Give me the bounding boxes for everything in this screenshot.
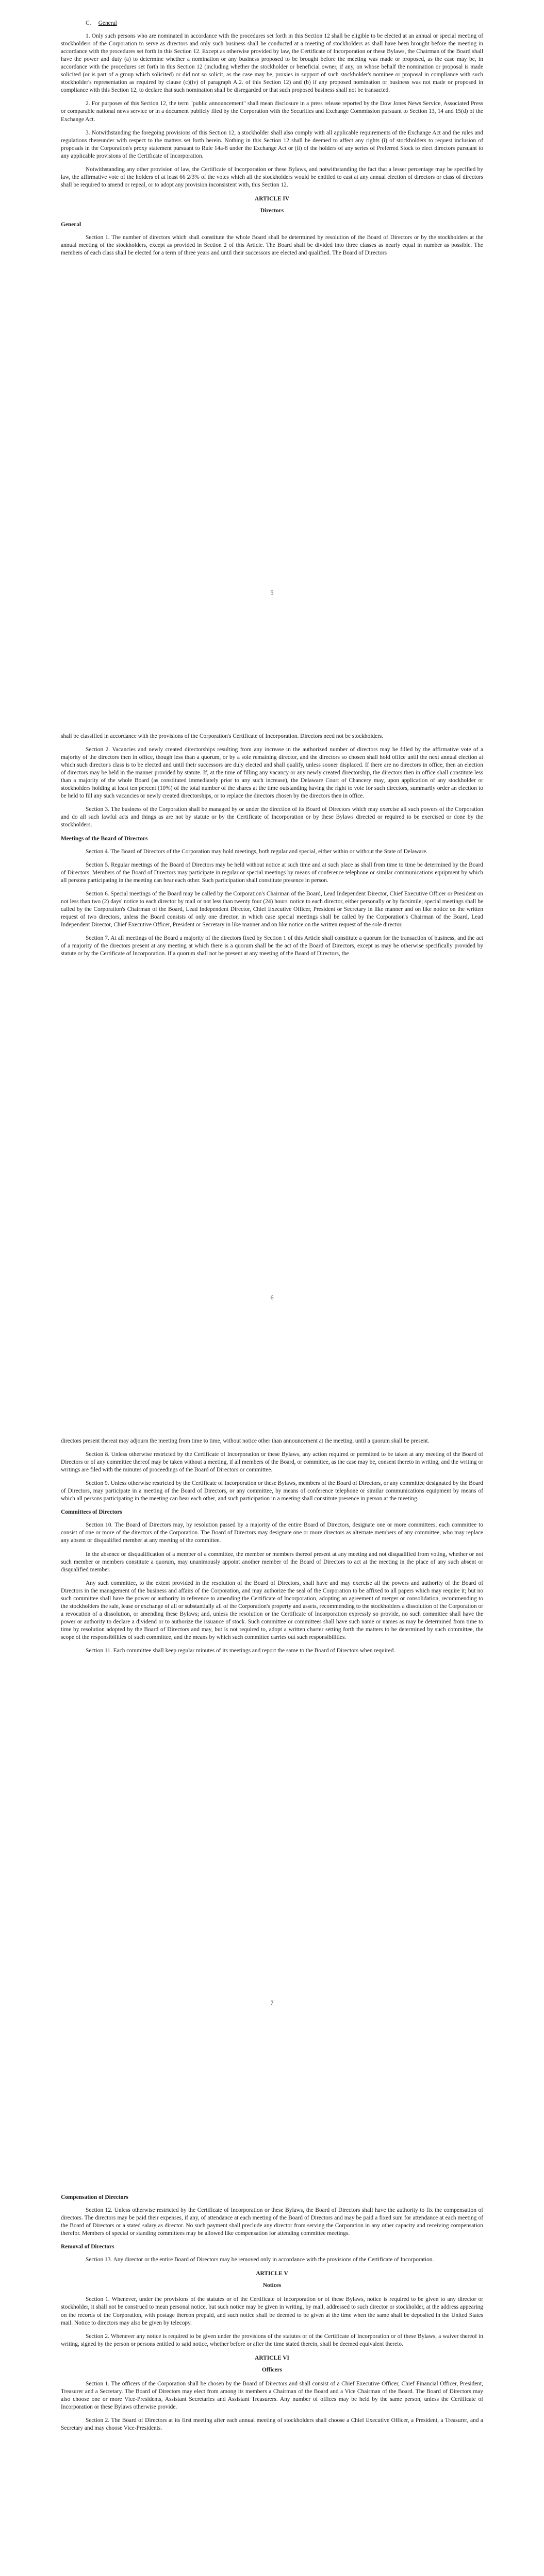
paragraph: Section 3. The business of the Corporation shall be managed by or under the direction of its Board of Directors which may exercise all such powers of the Corporation and do all such lawful acts and things as are not by statute or by the Certificate of Incorporation or by these Bylaws directed or required to be exercised or done by the stockholders. (61, 806, 483, 828)
paragraph: Section 2. Whenever any notice is required to be given under the provisions of the statutes or of the Certificate of Incorporation or of these Bylaws, a waiver thereof in writing, signed by the person or persons entitled to said notice, whether before or after the time stated therein, shall be deemed equivalent thereto. (61, 2333, 483, 2347)
paragraph: directors present thereat may adjourn the meeting from time to time, without notice other than announcement at the meeting, until a quorum shall be present. (61, 1438, 430, 1444)
article-title: ARTICLE IV (254, 195, 289, 202)
paragraph: Section 1. The number of directors which shall constitute the whole Board shall be determined by resolution of the Board of Directors or by the stockholders at the annual meeting of the stockholders, except as provided in Section 2 of this Article. The Board shall be divided into three classes as nearly equal in number as possible. The members of each class shall be elected for a term of three years and until their successors are elected and qualified. The Board of Directors (61, 234, 483, 257)
section-heading: Meetings of the Board of Directors (61, 835, 148, 842)
paragraph: Section 1. The officers of the Corporation shall be chosen by the Board of Directors and shall consist of a Chief Executive Officer, Chief Financial Officer, President, Treasurer and a Secretary. The Board of Directors may elect from among its members a Chairman of the Board and a Vice Chairman of the Board. The Board of Directors may also choose one or more Vice-Presidents, Assistant Secretaries and Assistant Treasurers. Any number of offices may be held by the same person, unless the Certificate of Incorporation or these Bylaws otherwise provide. (61, 2380, 483, 2410)
paragraph: Section 13. Any director or the entire Board of Directors may be removed only in accordance with the provisions of the Certificate of Incorporation. (86, 2257, 434, 2263)
paragraph: Section 9. Unless otherwise restricted by the Certificate of Incorporation or these Bylaws, members of the Board of Directors, or any committee designated by the Board of Directors, may participate in a meeting of the Board of Directors, or any committee, by means of conference telephone or similar communications equipment by means of which all persons participating in the meeting can hear each other, and such participation in a meeting shall constitute presence in person at the meeting. (61, 1480, 483, 1502)
section-heading: Compensation of Directors (61, 2194, 128, 2200)
paragraph: shall be classified in accordance with the provisions of the Corporation's Certificate of Incorporation. Directors need not be stockholders. (61, 733, 384, 739)
page-number: 5 (270, 589, 274, 596)
article-subtitle: Notices (262, 2282, 282, 2289)
section-heading: Committees of Directors (61, 1509, 122, 1516)
paragraph: Section 4. The Board of Directors of the Corporation may hold meetings, both regular and special, either within or without the State of Delaware. (86, 848, 428, 855)
paragraph: Section 2. Vacancies and newly created directorships resulting from any increase in the authorized number of directors may be filled by the affirmative vote of a majority of the directors then in office, though less than a quorum, or by a sole remaining director, and the directors so chosen shall hold office until the next annual election at which such director's class is to be elected and until their successors are duly elected and shall qualify, unless sooner displaced. If there are no directors in office, then an election of directors may be held in the manner provided by statute. If, at the time of filling any vacancy or any newly created directorship, the directors then in office shall constitute less than a majority of the whole Board (as constituted immediately prior to any such increase), the Delaware Court of Chancery may, upon application of any stockholder or stockholders holding at least ten percent (10%) of the total number of the shares at the time outstanding having the right to vote for such directors, summarily order an election to be held to fill any such vacancies or newly created directorships, or to replace the directors chosen by the directors then in office. (61, 747, 483, 800)
page-number: 6 (270, 1294, 274, 1301)
paragraph: Section 1. Whenever, under the provisions of the statutes or of the Certificate of Incorporation or of these Bylaws, notice is required to be given to any director or stockholder, it shall not be construed to mean personal notice, but such notice may be given in writing, by mail, addressed to such director or stockholder, at the address appearing on the records of the Corporation, with postage thereon prepaid, and such notice shall be deemed to be given at the time when the same shall be deposited in the United States mail. Notice to directors may also be given by telecopy. (61, 2296, 483, 2326)
section-heading-c (86, 20, 483, 27)
paragraph: Section 11. Each committee shall keep regular minutes of its meetings and report the same to the Board of Directors when required. (86, 1648, 395, 1654)
paragraph: 2. For purposes of this Section 12, the term "public announcement" shall mean disclosure in a press release reported by the Dow Jones News Service, Associated Press or comparable national news service or in a document publicly filed by the Corporation with the Securities and Exchange Commission pursuant to Section 13, 14 and 15(d) of the Exchange Act. (61, 100, 483, 123)
paragraph: 3. Notwithstanding the foregoing provisions of this Section 12, a stockholder shall also comply with all applicable requirements of the Exchange Act and the rules and regulations thereunder with respect to the matters set forth herein. Nothing in this Section 12 shall be deemed to affect any rights (i) of stockholders to request inclusion of proposals in the Corporation's proxy statement pursuant to Rule 14a-8 under the Exchange Act or (ii) of the holders of any series of Preferred Stock to elect directors pursuant to any applicable provisions of the Certificate of Incorporation. (61, 129, 483, 159)
paragraph: Section 6. Special meetings of the Board may be called by the Corporation's Chairman of the Board, Lead Independent Director, Chief Executive Officer or President on not less than two (2) days' notice to each director by mail or not less than twenty four (24) hours' notice to each director, either personally or by facsimile; special meetings shall be called by the Corporation's Chairman of the Board, Lead Independent Director, Chief Executive Officer, President or Secretary in like manner and on like notice on the written request of two directors, unless the Board consists of only one director, in which case special meetings shall be called by the Corporation's Chairman of the Board, Lead Independent Director, Chief Executive Officer, President or Secretary in like manner and on like notice on the written request of the sole director. (61, 890, 483, 928)
paragraph: Section 12. Unless otherwise restricted by the Certificate of Incorporation or these Bylaws, the Board of Directors shall have the authority to fix the compensation of directors. The directors may be paid their expenses, if any, of attendance at each meeting of the Board of Directors and may be paid a fixed sum for attendance at each meeting of the Board of Directors or a stated salary as director. No such payment shall preclude any director from serving the Corporation in any other capacity and receiving compensation therefor. Members of special or standing committees may be allowed like compensation for attending committee meetings. (61, 2207, 483, 2237)
page-1 (61, 20, 483, 263)
page-2 (61, 733, 483, 963)
paragraph: In the absence or disqualification of a member of a committee, the member or members thereof present at any meeting and not disqualified from voting, whether or not such member or members constitute a quorum, may unanimously appoint another member of the Board of Directors to act at the meeting in the place of any such absent or disqualified member. (61, 1551, 483, 1573)
page-4 (61, 2189, 483, 2438)
paragraph: Section 7. At all meetings of the Board a majority of the directors fixed by Section 1 of this Article shall constitute a quorum for the transaction of business, and the act of a majority of the directors present at any meeting at which there is a quorum shall be the act of the Board of Directors, except as may be otherwise specifically provided by statute or by the Certificate of Incorporation. If a quorum shall not be present at any meeting of the Board of Directors, the (61, 935, 483, 957)
paragraph: Section 2. The Board of Directors at its first meeting after each annual meeting of stockholders shall choose a Chief Executive Officer, a President, a Treasurer, and a Secretary and may choose Vice-Presidents. (61, 2417, 483, 2432)
paragraph: Notwithstanding any other provision of law, the Certificate of Incorporation or these Bylaws, and notwithstanding the fact that a lesser percentage may be specified by law, the affirmative vote of the holders of at least 66 2/3% of the votes which all the stockholders would be entitled to cast at any annual election of directors or class of directors shall be required to amend or repeal, or to adopt any provision inconsistent with, this Section 12. (61, 166, 483, 188)
article-subtitle: Officers (261, 2366, 283, 2373)
article-title: ARTICLE V (256, 2270, 288, 2277)
article-title: ARTICLE VI (255, 2354, 289, 2361)
paragraph: Section 5. Regular meetings of the Board of Directors may be held without notice at such time and at such place as shall from time to time be determined by the Board of Directors. Members of the Board of Directors may participate in regular or special meetings by means of conference telephone or similar communications equipment by which all persons participating in the meeting can hear each other. Such participation shall constitute presence in person. (61, 861, 483, 884)
page-3 (61, 1437, 483, 1660)
heading-letter: C. (86, 20, 91, 26)
paragraph: Section 8. Unless otherwise restricted by the Certificate of Incorporation or these Bylaws, any action required or permitted to be taken at any meeting of the Board of Directors or of any committee thereof may be taken without a meeting, if all members of the Board, or committee, as the case may be, consent thereto in writing, and the writing or writings are filed with the minutes of proceedings of the Board of Directors or committee. (61, 1451, 483, 1473)
page-number: 7 (270, 1999, 274, 2006)
section-heading: General (61, 221, 81, 228)
article-subtitle: Directors (260, 207, 284, 214)
paragraph: Any such committee, to the extent provided in the resolution of the Board of Directors, shall have and may exercise all the powers and authority of the Board of Directors in the management of the business and affairs of the Corporation, and may authorize the seal of the Corporation to be affixed to all papers which may require it; but no such committee shall have the power or authority in reference to amending the Certificate of Incorporation, adopting an agreement of merger or consolidation, recommending to the stockholders the sale, lease or exchange of all or substantially all of the Corporation's property and assets, recommending to the stockholders a dissolution of the Corporation or a revocation of a dissolution, or amending these Bylaws; and, unless the resolution or the Certificate of Incorporation expressly so provide, no such committee shall have the power or authority to declare a dividend or to authorize the issuance of stock. Such committee or committees shall have such name or names as may be determined from time to time by resolution adopted by the Board of Directors and may, but is not required to, adopt a written charter setting forth the matters to be determined by such committee, the scope of the responsibilities of such committee, and the means by which such committee carries out such responsibilities. (61, 1580, 483, 1640)
section-heading: Removal of Directors (61, 2244, 114, 2250)
paragraph: 1. Only such persons who are nominated in accordance with the procedures set forth in this Section 12 shall be eligible to be elected at an annual or special meeting of stockholders of the Corporation to serve as directors and only such business shall be conducted at a meeting of stockholders as shall have been brought before the meeting in accordance with the procedures set forth in this Section 12. Except as otherwise provided by law, the Certificate of Incorporation or these Bylaws, the Chairman of the Board shall have the power and duty (a) to determine whether a nomination or any business proposed to be brought before the meeting was made or proposed, as the case may be, in accordance with the procedures set forth in this Section 12 (including whether the stockholder or beneficial owner, if any, on whose behalf the nomination or proposal is made solicited (or is part of a group which solicited) or did not so solicit, as the case may be, proxies in support of such stockholder's nominee or proposal in compliance with such stockholder's representation as required by clause (c)(iv) of paragraph A.2. of this Section 12) and (b) if any proposed nomination or business was not made or proposed in compliance with this Section 12, to declare that such nomination shall be disregarded or that such proposed business shall not be transacted. (61, 33, 483, 94)
paragraph: Section 10. The Board of Directors may, by resolution passed by a majority of the entire Board of Directors, designate one or more committees, each committee to consist of one or more of the directors of the Corporation. The Board of Directors may designate one or more directors as alternate members of any committee, who may replace any absent or disqualified member at any meeting of the committee. (61, 1522, 483, 1544)
heading-title: General (98, 20, 117, 26)
